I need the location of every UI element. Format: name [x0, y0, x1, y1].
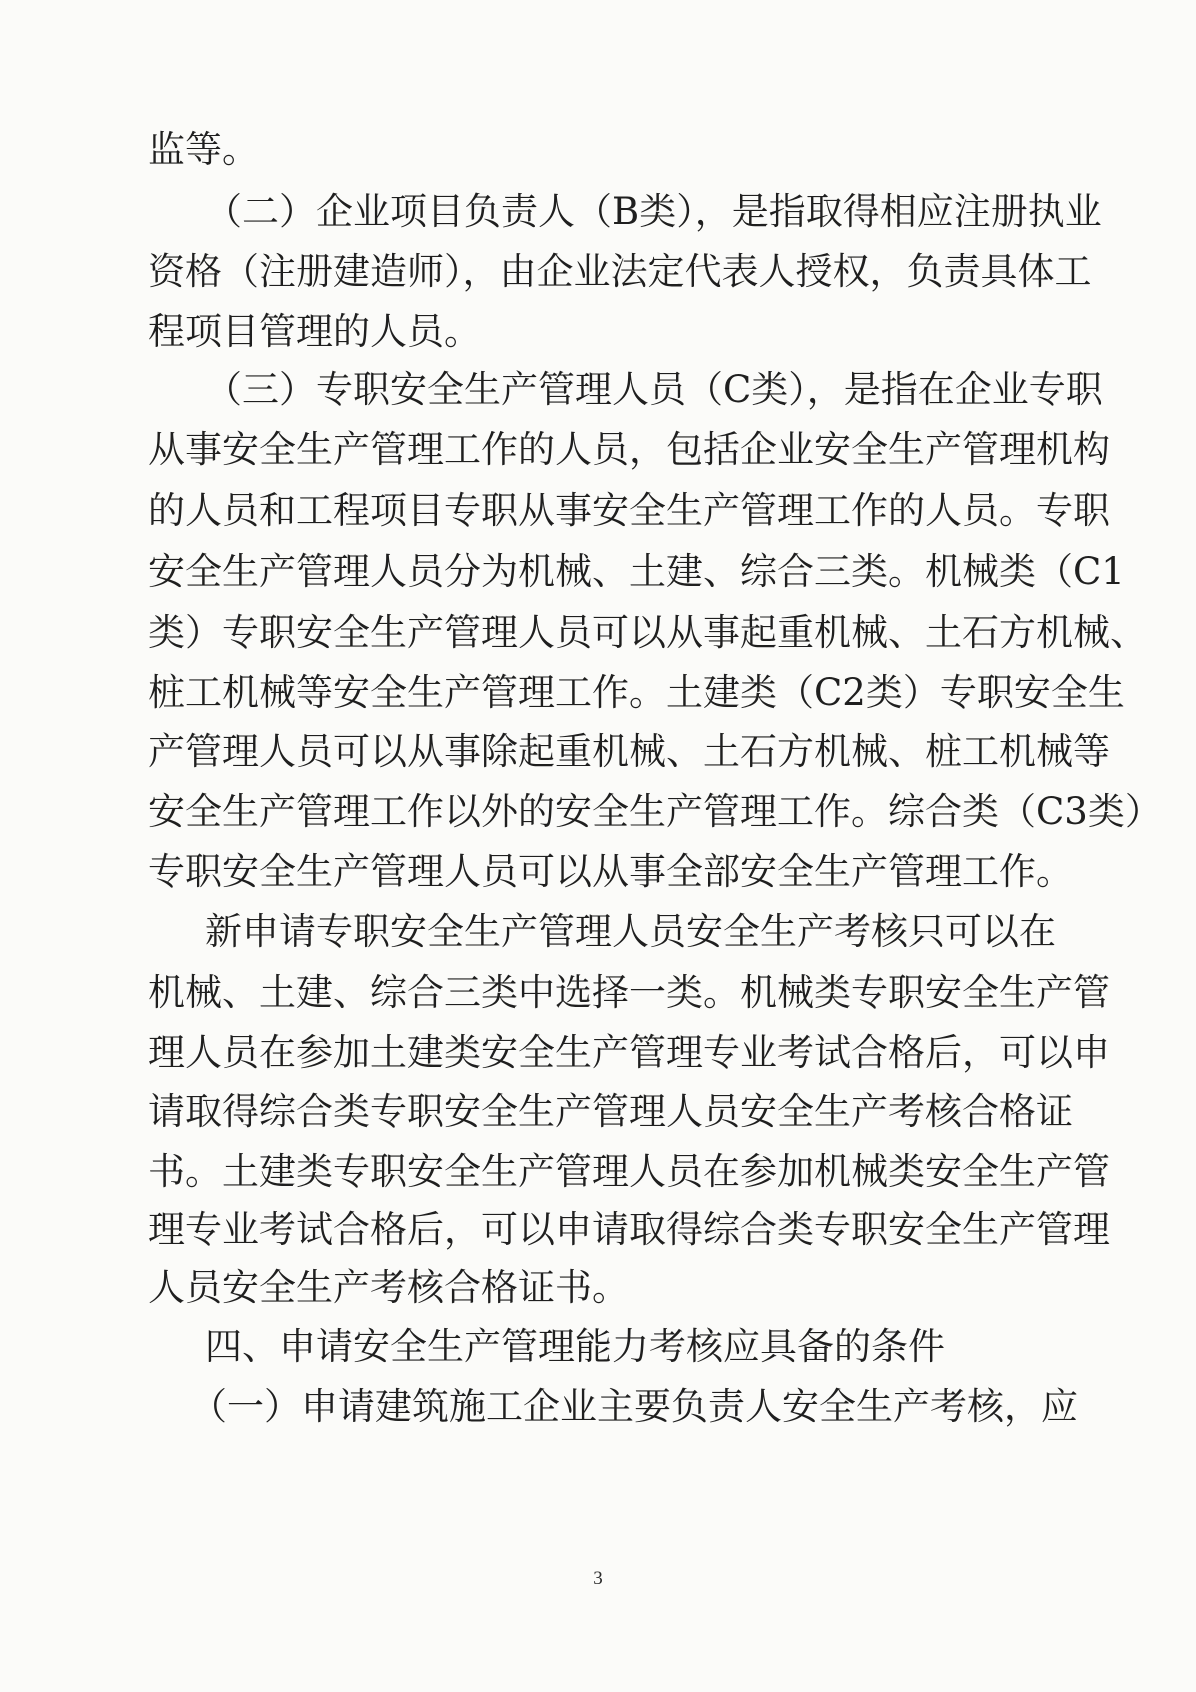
text-line: 安全生产管理人员分为机械、土建、综合三类。机械类（C1: [148, 550, 1125, 593]
text-line: 产管理人员可以从事除起重机械、土石方机械、桩工机械等: [148, 730, 1110, 773]
text-line: 专职安全生产管理人员可以从事全部安全生产管理工作。: [148, 850, 1073, 893]
text-line: 程项目管理的人员。: [148, 310, 481, 353]
text-line: 桩工机械等安全生产管理工作。土建类（C2类）专职安全生: [148, 671, 1125, 714]
text-line: 新申请专职安全生产管理人员安全生产考核只可以在: [205, 910, 1056, 953]
text-line: 安全生产管理工作以外的安全生产管理工作。综合类（C3类）: [148, 790, 1162, 833]
text-line: 理人员在参加土建类安全生产管理专业考试合格后，可以申: [148, 1031, 1110, 1074]
text-line: （一）申请建筑施工企业主要负责人安全生产考核，应: [190, 1385, 1078, 1428]
text-line: 人员安全生产考核合格证书。: [148, 1266, 629, 1309]
text-line: 书。土建类专职安全生产管理人员在参加机械类安全生产管: [148, 1150, 1110, 1193]
text-line: 类）专职安全生产管理人员可以从事起重机械、土石方机械、: [148, 611, 1147, 654]
text-line: 资格（注册建造师），由企业法定代表人授权，负责具体工: [148, 250, 1092, 293]
section-heading: 四、申请安全生产管理能力考核应具备的条件: [205, 1325, 945, 1368]
text-line: 从事安全生产管理工作的人员，包括企业安全生产管理机构: [148, 428, 1110, 471]
text-line: 机械、土建、综合三类中选择一类。机械类专职安全生产管: [148, 971, 1110, 1014]
text-line: （三）专职安全生产管理人员（C类），是指在企业专职: [205, 368, 1103, 411]
text-line: （二）企业项目负责人（B类），是指取得相应注册执业: [205, 190, 1102, 233]
text-line: 监等。: [148, 128, 259, 171]
page-number: 3: [593, 1568, 603, 1589]
text-line: 的人员和工程项目专职从事安全生产管理工作的人员。专职: [148, 489, 1110, 532]
text-line: 请取得综合类专职安全生产管理人员安全生产考核合格证: [148, 1090, 1073, 1133]
text-line: 理专业考试合格后，可以申请取得综合类专职安全生产管理: [148, 1208, 1110, 1251]
